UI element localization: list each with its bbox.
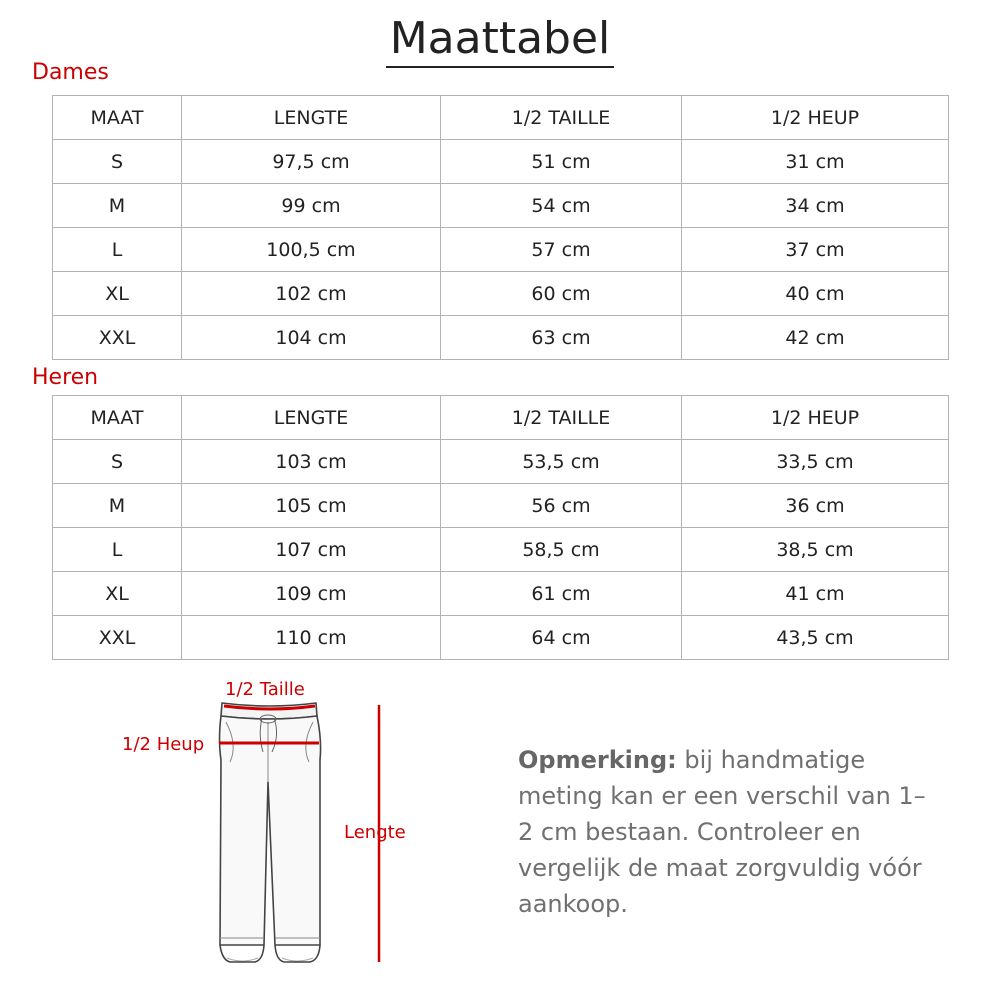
table-header-row [53, 396, 949, 440]
table-row [53, 528, 949, 572]
cell-taille: 56 cm [441, 484, 682, 528]
taille-label: 1/2 Taille [225, 679, 305, 700]
column-header-taille: 1/2 TAILLE [441, 96, 682, 140]
cell-heup: 40 cm [682, 272, 949, 316]
note-text: bij handmatige meting kan er een verschil van 1–2 cm bestaan. Controleer en vergelijk de maat zorgvuldig vóór aankoop. [518, 746, 926, 918]
cell-lengte: 97,5 cm [182, 140, 441, 184]
table-row [53, 184, 949, 228]
column-header-lengte: LENGTE [182, 396, 441, 440]
cell-heup: 34 cm [682, 184, 949, 228]
table-row [53, 440, 949, 484]
cell-maat: L [53, 228, 182, 272]
lengte-label: Lengte [344, 822, 406, 843]
cell-maat: XL [53, 572, 182, 616]
cell-lengte: 103 cm [182, 440, 441, 484]
page-title-wrap [0, 14, 1000, 68]
note-paragraph [518, 742, 938, 922]
cell-taille: 54 cm [441, 184, 682, 228]
page-title: Maattabel [386, 14, 615, 68]
cell-heup: 31 cm [682, 140, 949, 184]
cell-maat: M [53, 484, 182, 528]
cell-lengte: 110 cm [182, 616, 441, 660]
cell-maat: M [53, 184, 182, 228]
cell-lengte: 99 cm [182, 184, 441, 228]
cell-lengte: 105 cm [182, 484, 441, 528]
cell-heup: 38,5 cm [682, 528, 949, 572]
cell-lengte: 100,5 cm [182, 228, 441, 272]
cell-maat: XL [53, 272, 182, 316]
cell-lengte: 104 cm [182, 316, 441, 360]
column-header-maat: MAAT [53, 396, 182, 440]
pants-measurement-diagram [0, 660, 500, 990]
column-header-heup: 1/2 HEUP [682, 96, 949, 140]
size-table-dames [52, 95, 949, 360]
cell-heup: 36 cm [682, 484, 949, 528]
heup-label: 1/2 Heup [122, 734, 205, 755]
table-row [53, 484, 949, 528]
cell-heup: 41 cm [682, 572, 949, 616]
cell-taille: 63 cm [441, 316, 682, 360]
cell-taille: 64 cm [441, 616, 682, 660]
cell-heup: 43,5 cm [682, 616, 949, 660]
cell-maat: XXL [53, 316, 182, 360]
column-header-maat: MAAT [53, 96, 182, 140]
cell-maat: XXL [53, 616, 182, 660]
section-label-dames: Dames [32, 60, 109, 85]
table-row [53, 316, 949, 360]
cell-taille: 58,5 cm [441, 528, 682, 572]
cell-taille: 61 cm [441, 572, 682, 616]
table-row [53, 572, 949, 616]
cell-taille: 60 cm [441, 272, 682, 316]
column-header-lengte: LENGTE [182, 96, 441, 140]
table-row [53, 616, 949, 660]
cell-maat: S [53, 440, 182, 484]
note-lead: Opmerking: [518, 746, 677, 774]
cell-taille: 57 cm [441, 228, 682, 272]
cell-lengte: 109 cm [182, 572, 441, 616]
cell-maat: S [53, 140, 182, 184]
cell-taille: 53,5 cm [441, 440, 682, 484]
table-row [53, 228, 949, 272]
column-header-taille: 1/2 TAILLE [441, 396, 682, 440]
cell-heup: 37 cm [682, 228, 949, 272]
cell-lengte: 102 cm [182, 272, 441, 316]
table-row [53, 272, 949, 316]
section-label-heren: Heren [32, 365, 99, 390]
size-table-heren [52, 395, 949, 660]
table-header-row [53, 96, 949, 140]
cell-heup: 33,5 cm [682, 440, 949, 484]
column-header-heup: 1/2 HEUP [682, 396, 949, 440]
cell-lengte: 107 cm [182, 528, 441, 572]
cell-heup: 42 cm [682, 316, 949, 360]
cell-taille: 51 cm [441, 140, 682, 184]
table-row [53, 140, 949, 184]
cell-maat: L [53, 528, 182, 572]
